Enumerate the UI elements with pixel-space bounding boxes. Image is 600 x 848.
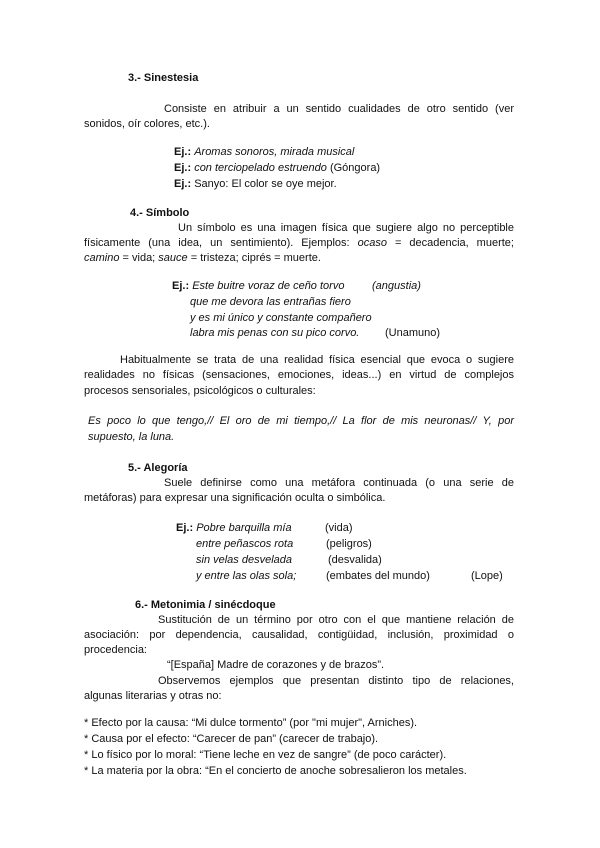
metonimia-list-item-1: * Efecto por la causa: “Mi dulce tormento” (por "mi mujer", Arniches). [84, 717, 418, 729]
alegoria-meaning-3: (desvalida) [328, 554, 382, 566]
simbolo-poem-note: (angustia) [372, 280, 421, 292]
metonimia-observe-line-2: algunas literarias y otras no: [84, 690, 222, 702]
metonimia-observe-line-1: Observemos ejemplos que presentan distinto tipo de relaciones, [158, 675, 514, 687]
metonimia-list-item-3: * Lo físico por lo moral: “Tiene leche en vez de sangre” (de poco carácter). [84, 749, 447, 761]
simbolo-poem-author: (Unamuno) [385, 327, 441, 339]
metonimia-definition-line-2: asociación: por dependencia, causalidad, contigüidad, inclusión, proximidad o [84, 629, 514, 641]
alegoria-verse-3: sin velas desvelada [196, 554, 293, 566]
alegoria-verse-1: Ej.: Pobre barquilla mía [176, 522, 292, 534]
section-heading-simbolo: 4.- Símbolo [130, 207, 190, 219]
alegoria-author: (Lope) [471, 570, 503, 582]
alegoria-meaning-2: (peligros) [326, 538, 372, 550]
simbolo-definition-line-3: camino = vida; sauce = tristeza; ciprés = muerte. [84, 252, 321, 264]
sinestesia-definition-line-2: sonidos, oír colores, etc.). [84, 118, 210, 130]
alegoria-verse-2: entre peñascos rota [196, 538, 294, 550]
simbolo-paragraph-line-1: Habitualmente se trata de una realidad física esencial que evoca o sugiere [120, 354, 514, 366]
simbolo-poem-line-2: que me devora las entrañas fiero [190, 296, 351, 308]
simbolo-quote-line-1: Es poco lo que tengo,// El oro de mi tiempo,// La flor de mis neuronas// Y, por [88, 415, 514, 427]
alegoria-definition-line-2: metáforas) para expresar una significación oculta o simbólica. [84, 492, 386, 504]
section-heading-metonimia: 6.- Metonimia / sinécdoque [135, 599, 276, 611]
alegoria-definition-line-1: Suele definirse como una metáfora continuada (o una serie de [164, 477, 514, 489]
metonimia-definition-line-3: procedencia: [84, 644, 147, 656]
section-heading-sinestesia: 3.- Sinestesia [128, 72, 199, 84]
simbolo-paragraph-line-2: realidades no físicas (sensaciones, emociones, ideas...) en virtud de complejos [84, 369, 514, 381]
metonimia-list-item-4: * La materia por la obra: “En el concierto de anoche sobresalieron los metales. [84, 765, 467, 777]
simbolo-paragraph-line-3: procesos sensoriales, psicológicos o culturales: [84, 385, 316, 397]
alegoria-verse-4: y entre las olas sola; [196, 570, 297, 582]
alegoria-meaning-4: (embates del mundo) [326, 570, 430, 582]
simbolo-quote-line-2: supuesto, la luna. [88, 431, 175, 443]
simbolo-poem-line-3: y es mi único y constante compañero [190, 312, 372, 324]
simbolo-definition-line-1: Un símbolo es una imagen física que sugiere algo no perceptible [178, 222, 514, 234]
alegoria-meaning-1: (vida) [325, 522, 353, 534]
simbolo-poem-line-1: Ej.: Este buitre voraz de ceño torvo [172, 280, 345, 292]
metonimia-example-quote: “[España] Madre de corazones y de brazos”. [167, 659, 385, 671]
sinestesia-example-1: Ej.: Aromas sonoros, mirada musical [174, 146, 355, 158]
sinestesia-definition-line-1: Consiste en atribuir a un sentido cualidades de otro sentido (ver [164, 103, 514, 115]
simbolo-poem-line-4: labra mis penas con su pico corvo. [190, 327, 360, 339]
metonimia-definition-line-1: Sustitución de un término por otro con el que mantiene relación de [158, 614, 514, 626]
sinestesia-example-2: Ej.: con terciopelado estruendo (Góngora) [174, 162, 381, 174]
metonimia-list-item-2: * Causa por el efecto: “Carecer de pan” (carecer de trabajo). [84, 733, 379, 745]
simbolo-definition-line-2: físicamente (una idea, un sentimiento). Ejemplos: ocaso = decadencia, muerte; [84, 237, 514, 249]
sinestesia-example-3: Ej.: Sanyo: El color se oye mejor. [174, 178, 337, 190]
section-heading-alegoria: 5.- Alegoría [128, 462, 188, 474]
